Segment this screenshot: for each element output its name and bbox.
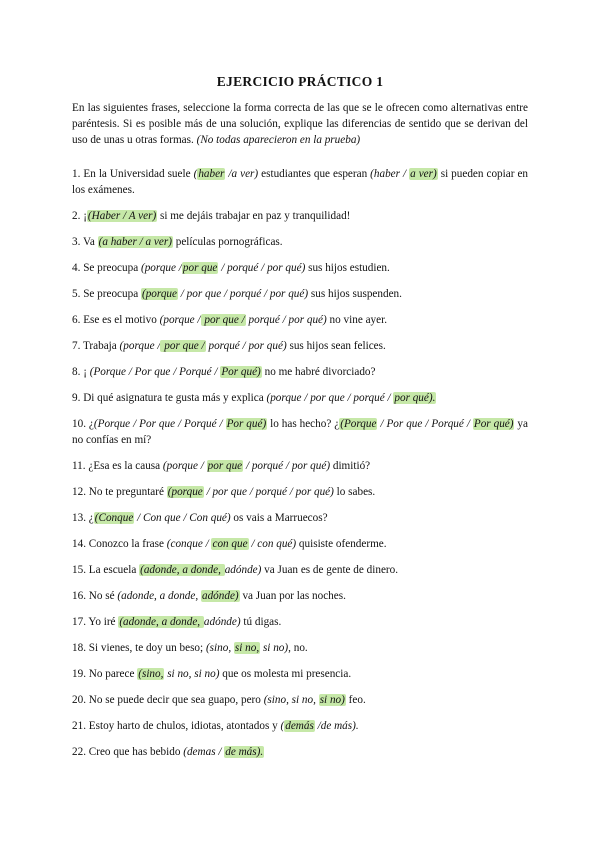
options-group: [194, 168, 259, 180]
highlighted-answer: (Conque: [94, 512, 134, 524]
sentence-text: ya no confías en mí?: [72, 418, 528, 446]
sentence-text: lo has hecho? ¿: [267, 418, 340, 430]
options-group: [264, 694, 346, 706]
exercise-item: [72, 312, 528, 328]
options-group: [167, 538, 296, 550]
sentence-text: 5. Se preocupa: [72, 288, 141, 300]
highlighted-answer: (porque: [141, 288, 177, 300]
option-text: si no): [260, 642, 289, 654]
options-group: [266, 392, 436, 404]
exercise-item: [72, 640, 528, 656]
sentence-text: 8. ¡: [72, 366, 90, 378]
sentence-text: , no.: [288, 642, 308, 654]
exercise-item: [72, 692, 528, 708]
options-group: [120, 340, 287, 352]
highlighted-answer: por que /: [161, 340, 205, 352]
exercise-item: [72, 260, 528, 276]
highlighted-answer: (adonde, a donde,: [119, 616, 203, 628]
highlighted-answer: (Porque: [340, 418, 377, 430]
option-text: (: [193, 168, 198, 180]
sentence-text: dimitió?: [330, 460, 371, 472]
option-text: / Con que / Con qué): [134, 512, 231, 524]
option-text: (porque / por que / porqué /: [266, 392, 394, 404]
sentence-text: 18. Si vienes, te doy un beso;: [72, 642, 206, 654]
option-text: adónde): [224, 564, 262, 576]
exercise-item: [72, 166, 528, 198]
options-group: [94, 512, 231, 524]
highlighted-answer: por qué).: [394, 392, 436, 404]
options-group: [90, 366, 262, 378]
options-group: [94, 418, 267, 430]
highlighted-answer: (Haber / A ver): [87, 210, 157, 222]
sentence-text: estudiantes que esperan: [258, 168, 371, 180]
sentence-text: no me habré divorciado?: [261, 366, 376, 378]
exercise-item: [72, 484, 528, 500]
highlighted-answer: (adonde, a donde,: [140, 564, 224, 576]
option-text: /a ver): [225, 168, 259, 180]
sentence-text: 19. No parece: [72, 668, 138, 680]
options-group: [339, 418, 473, 430]
sentence-text: 14. Conozco la frase: [72, 538, 167, 550]
highlighted-answer: si no): [319, 694, 345, 706]
exercise-item: [72, 364, 528, 380]
options-group: [473, 418, 515, 430]
highlighted-answer: por que: [207, 460, 243, 472]
option-text: (porque /: [119, 340, 161, 352]
sentence-text: va Juan es de gente de dinero.: [261, 564, 399, 576]
exercise-item: [72, 458, 528, 474]
sentence-text: si me dejáis trabajar en paz y tranquilidad!: [157, 210, 351, 222]
sentence-text: 17. Yo iré: [72, 616, 119, 628]
options-group: [137, 668, 219, 680]
sentence-text: va Juan por las noches.: [239, 590, 346, 602]
exercise-item: [72, 234, 528, 250]
exercise-item: [72, 416, 528, 448]
exercise-item: [72, 286, 528, 302]
highlighted-answer: (sino,: [138, 668, 164, 680]
option-text: (porque /: [159, 314, 201, 326]
sentence-text: 6. Ese es el motivo: [72, 314, 160, 326]
sentence-text: quisiste ofenderme.: [296, 538, 387, 550]
exercise-item: [72, 562, 528, 578]
option-text: (Porque / Por que / Porqué /: [93, 418, 226, 430]
options-group: [141, 288, 308, 300]
sentence-text: sus hijos sean felices.: [286, 340, 386, 352]
sentence-text: 15. La escuela: [72, 564, 140, 576]
instructions-note: (No todas aparecieron en la prueba): [196, 134, 361, 146]
sentence-text: 22. Creo que has bebido: [72, 746, 184, 758]
options-group: [160, 314, 327, 326]
option-text: / por que / porqué / por qué): [177, 288, 309, 300]
sentence-text: 13. ¿: [72, 512, 94, 524]
sentence-text: 10. ¿: [72, 418, 94, 430]
exercise-item: [72, 510, 528, 526]
options-group: [87, 210, 157, 222]
option-text: /de más).: [314, 720, 359, 732]
options-group: [98, 236, 173, 248]
highlighted-answer: a ver): [410, 168, 437, 180]
options-group: [117, 590, 239, 602]
options-group: [141, 262, 305, 274]
options-group: [167, 486, 334, 498]
option-text: porqué / por qué): [245, 314, 327, 326]
highlighted-answer: Por qué): [226, 418, 267, 430]
option-text: / Por que / Porqué /: [377, 418, 473, 430]
highlighted-answer: (porque: [167, 486, 203, 498]
sentence-text: 16. No sé: [72, 590, 118, 602]
option-text: (Porque / Por que / Porqué /: [89, 366, 221, 378]
highlighted-answer: Por qué): [221, 366, 261, 378]
option-text: (porque /: [162, 460, 207, 472]
exercise-item: [72, 614, 528, 630]
exercise-item: [72, 390, 528, 406]
sentence-text: 4. Se preocupa: [72, 262, 141, 274]
highlighted-answer: por que: [182, 262, 218, 274]
option-text: / porqué / por qué): [243, 460, 331, 472]
options-group: [281, 720, 359, 732]
sentence-text: lo sabes.: [333, 486, 376, 498]
option-text: porqué / por qué): [205, 340, 287, 352]
option-text: / por que / porqué / por qué): [203, 486, 334, 498]
option-text: / con qué): [248, 538, 297, 550]
sentence-text: 1. En la Universidad suele: [72, 168, 194, 180]
option-text: (sino, si no,: [263, 694, 319, 706]
highlighted-answer: con que: [212, 538, 248, 550]
sentence-text: 7. Trabaja: [72, 340, 120, 352]
option-text: / porqué / por qué): [218, 262, 306, 274]
highlighted-answer: de más).: [225, 746, 264, 758]
sentence-text: 3. Va: [72, 236, 98, 248]
highlighted-answer: (a haber / a ver): [98, 236, 172, 248]
options-group: [118, 616, 240, 628]
sentence-text: 11. ¿Esa es la causa: [72, 460, 163, 472]
options-group: [206, 642, 288, 654]
option-text: adónde): [203, 616, 241, 628]
instructions-text: En las siguientes frases, seleccione la forma correcta de las que se le ofrecen como alternativas entre paréntesis. Si es posible más de una solución, explique las diferencias de sentido que se derivan del uso de unas u otras formas.: [72, 102, 528, 146]
option-text: (haber /: [370, 168, 410, 180]
option-text: (demas /: [183, 746, 225, 758]
sentence-text: que os molesta mi presencia.: [219, 668, 352, 680]
highlighted-answer: Por qué): [473, 418, 514, 430]
sentence-text: sus hijos suspenden.: [308, 288, 402, 300]
sentence-text: no vine ayer.: [326, 314, 388, 326]
sentence-text: feo.: [345, 694, 366, 706]
option-text: si no, si no): [164, 668, 220, 680]
sentence-text: tú digas.: [240, 616, 282, 628]
page-title: EJERCICIO PRÁCTICO 1: [216, 74, 384, 89]
highlighted-answer: por que /: [201, 314, 245, 326]
option-text: (porque /: [140, 262, 182, 274]
sentence-text: sus hijos estudien.: [305, 262, 390, 274]
sentence-text: 21. Estoy harto de chulos, idiotas, atontados y: [72, 720, 281, 732]
options-group: [139, 564, 261, 576]
exercise-item: [72, 338, 528, 354]
sentence-text: 9. Di qué asignatura te gusta más y explica: [72, 392, 267, 404]
sentence-text: 12. No te preguntaré: [72, 486, 167, 498]
option-text: (sino,: [205, 642, 234, 654]
sentence-text: os vais a Marruecos?: [230, 512, 328, 524]
highlighted-answer: si no,: [234, 642, 260, 654]
option-text: (adonde, a donde,: [117, 590, 201, 602]
sentence-text: 20. No se puede decir que sea guapo, pero: [72, 694, 264, 706]
sentence-text: películas pornográficas.: [172, 236, 283, 248]
exercise-item: [72, 208, 528, 224]
exercise-item: [72, 744, 528, 760]
options-group: [163, 460, 330, 472]
option-text: (conque /: [166, 538, 212, 550]
instructions-paragraph: [72, 100, 528, 148]
highlighted-answer: demás: [285, 720, 314, 732]
highlighted-answer: adónde): [201, 590, 239, 602]
exercise-item: [72, 666, 528, 682]
options-group: [370, 168, 438, 180]
sentence-text: 2. ¡: [72, 210, 87, 222]
sentence-text: si pueden copiar en los exámenes.: [72, 168, 529, 196]
options-group: [183, 746, 264, 758]
exercise-item: [72, 536, 528, 552]
exercise-item: [72, 718, 528, 734]
highlighted-answer: haber: [198, 168, 225, 180]
exercise-item: [72, 588, 528, 604]
option-text: (: [280, 720, 285, 732]
